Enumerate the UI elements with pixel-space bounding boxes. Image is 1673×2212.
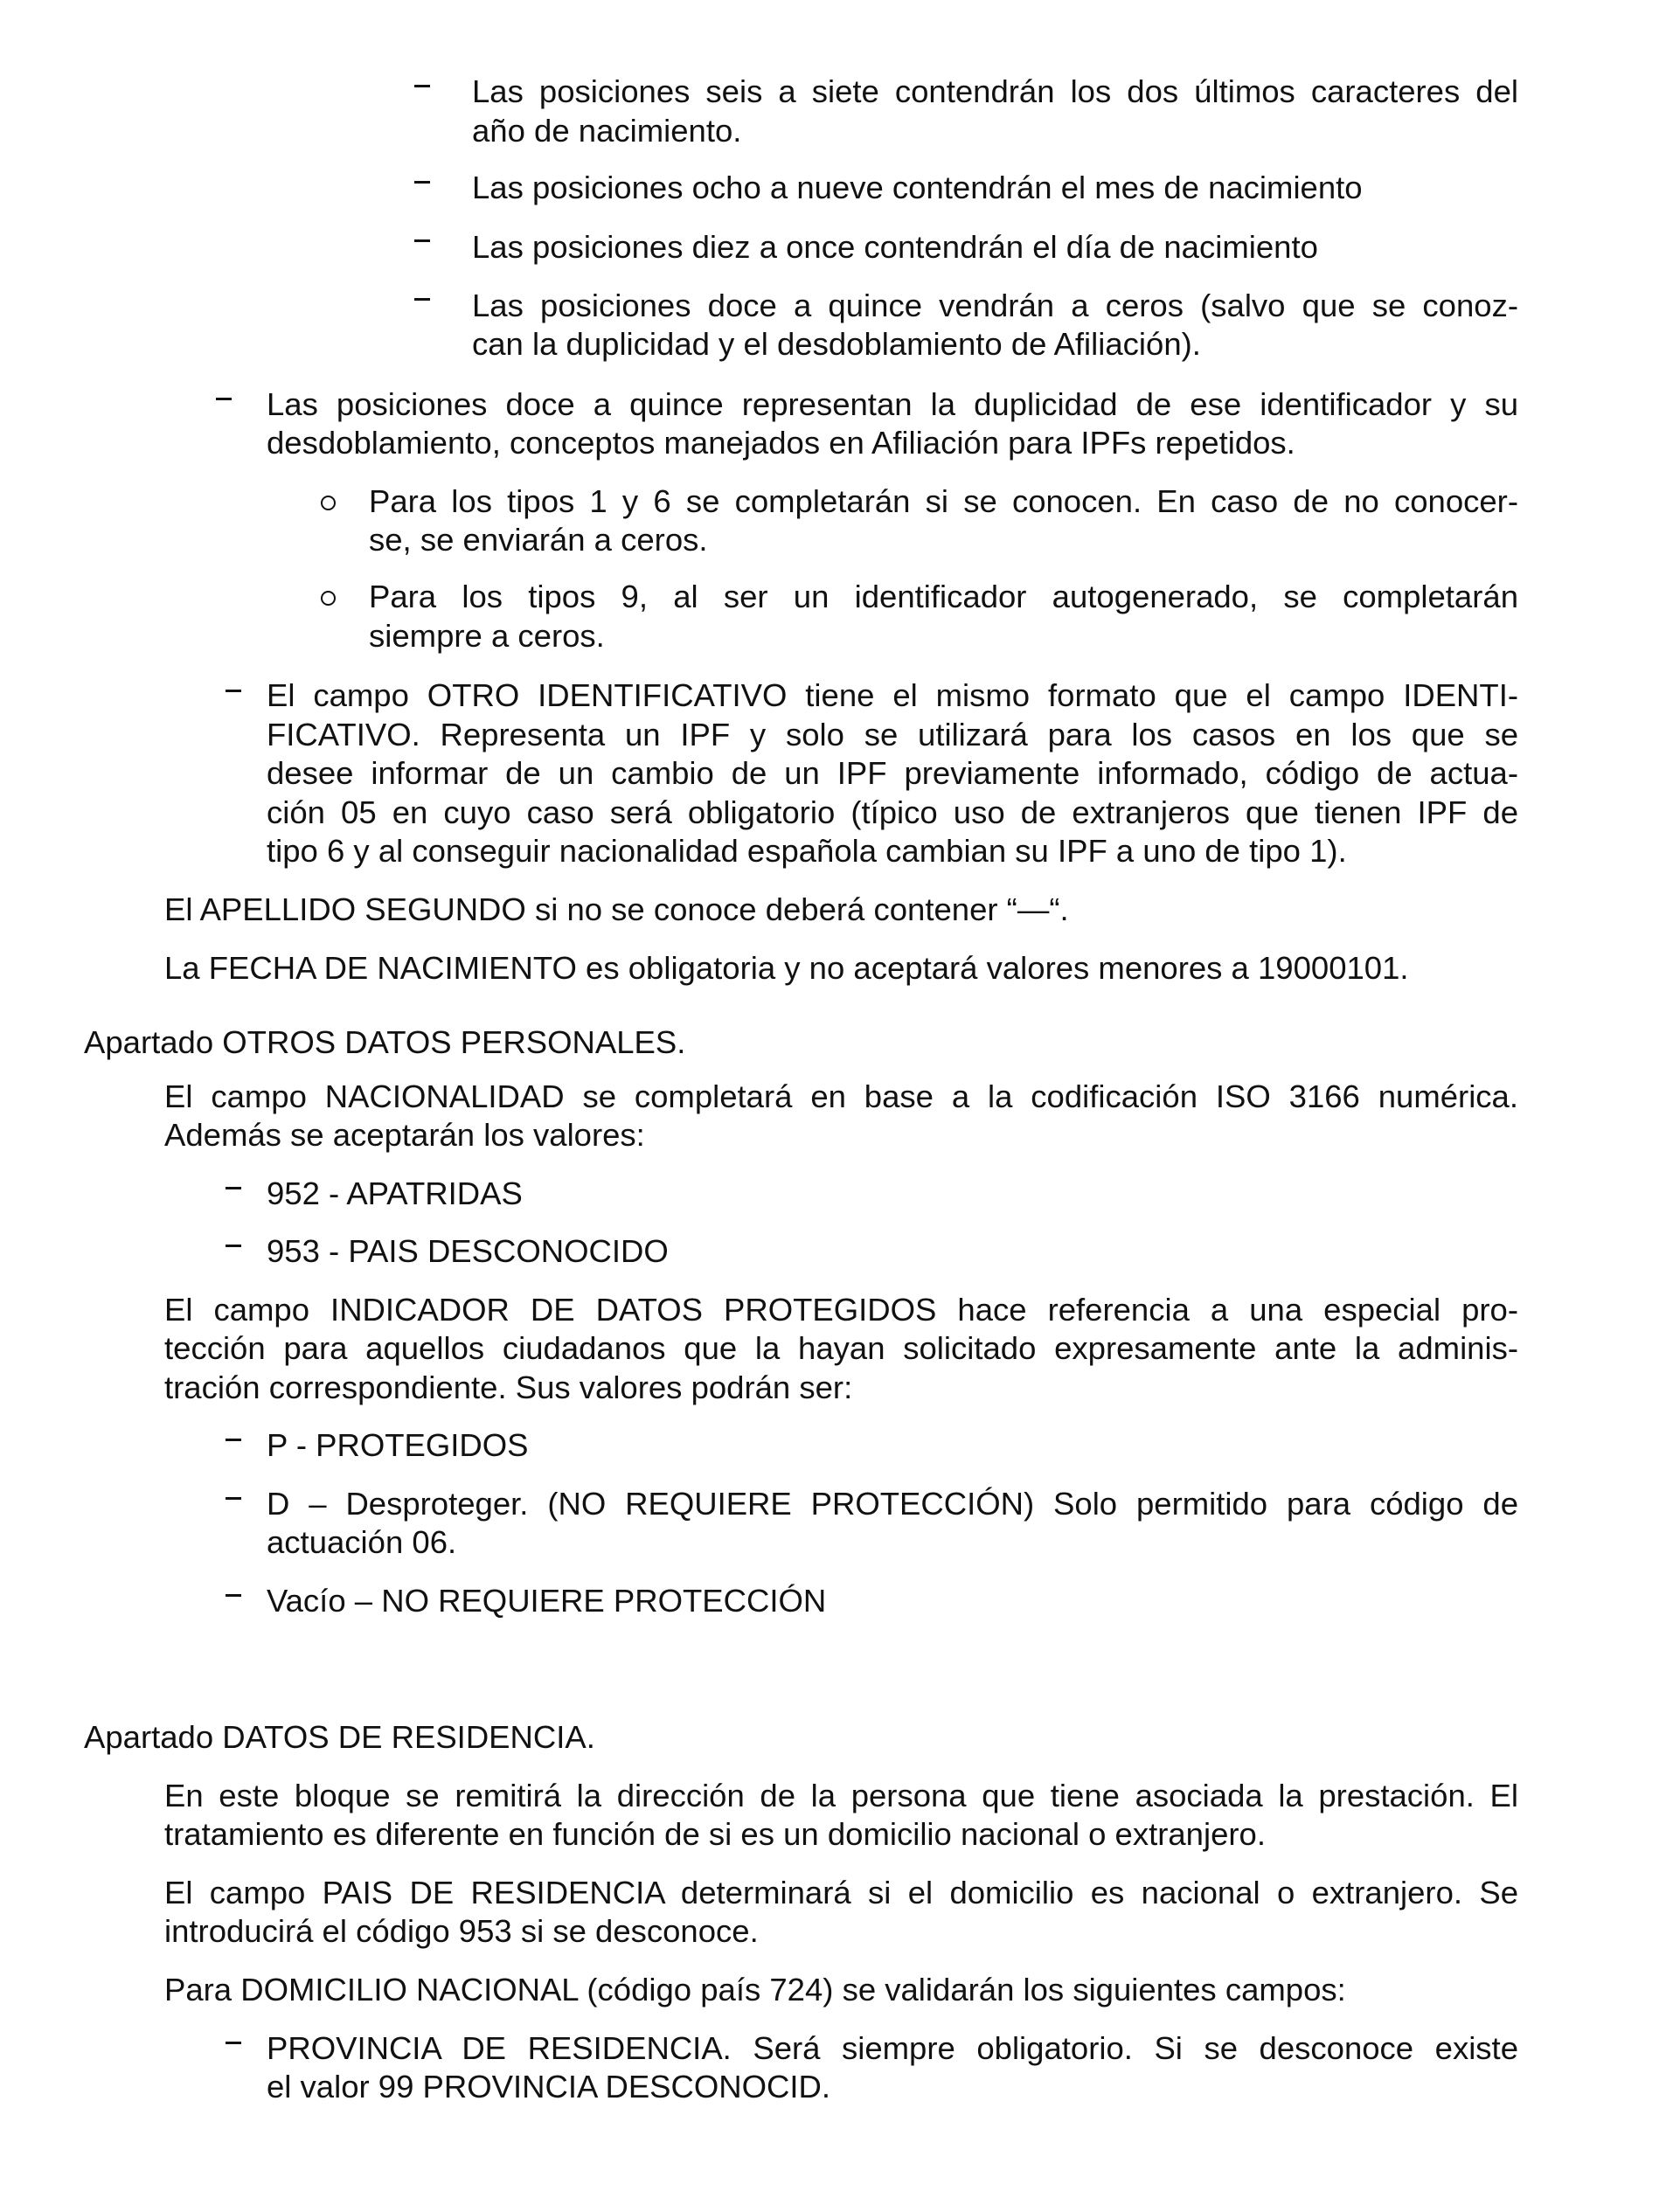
circle-item-2-line2: siempre a ceros. bbox=[369, 618, 605, 654]
pais-line1: El campo PAIS DE RESIDENCIA determinará si el domicilio es nacional o extranjero. Se bbox=[164, 1875, 1518, 1910]
dash-bullet bbox=[414, 298, 430, 301]
protegidos-line2: tección para aquellos ciudadanos que la hayan solicitado expresamente ante la adminis- bbox=[164, 1330, 1518, 1366]
nacionalidad-value: 953 - PAIS DESCONOCIDO bbox=[267, 1233, 669, 1269]
circle-bullet bbox=[321, 591, 336, 606]
otro-line2: FICATIVO. Representa un IPF y solo se utilizará para los casos en los que se bbox=[267, 717, 1518, 752]
dash-bullet bbox=[226, 1187, 241, 1189]
pais-line2: introducirá el código 953 si se desconoce. bbox=[164, 1913, 759, 1949]
dash-bullet bbox=[226, 1439, 241, 1441]
dash-bullet bbox=[226, 690, 241, 692]
otro-line4: ción 05 en cuyo caso será obligatorio (típico uso de extranjeros que tienen IPF de bbox=[267, 794, 1518, 830]
section-heading-residencia: Apartado DATOS DE RESIDENCIA. bbox=[84, 1719, 595, 1755]
circle-bullet bbox=[321, 496, 336, 510]
protegidos-value-d-line2: actuación 06. bbox=[267, 1524, 457, 1560]
dash-bullet bbox=[226, 1497, 241, 1500]
sub-item-4-line1: Las posiciones doce a quince vendrán a ceros (salvo que se conoz- bbox=[472, 288, 1518, 323]
sub-item-3-line1: Las posiciones diez a once contendrán el día de nacimiento bbox=[472, 229, 1318, 265]
sub-item-2-line1: Las posiciones ocho a nueve contendrán el mes de nacimiento bbox=[472, 170, 1363, 205]
dash-bullet bbox=[226, 1245, 241, 1247]
duplicidad-line1: Las posiciones doce a quince representan la duplicidad de ese identificador y su bbox=[267, 386, 1518, 422]
dash-bullet bbox=[414, 85, 430, 87]
protegidos-line3: tración correspondiente. Sus valores podrán ser: bbox=[164, 1369, 853, 1405]
dash-bullet bbox=[226, 2042, 241, 2044]
bloque-line2: tratamiento es diferente en función de si es un domicilio nacional o extranjero. bbox=[164, 1816, 1266, 1852]
dash-bullet bbox=[414, 239, 430, 242]
domicilio-paragraph: Para DOMICILIO NACIONAL (código país 724) se validarán los siguientes campos: bbox=[164, 1972, 1346, 2007]
dash-bullet bbox=[414, 181, 430, 184]
protegidos-value-d-line1: D – Desproteger. (NO REQUIERE PROTECCIÓN) Solo permitido para código de bbox=[267, 1486, 1518, 1522]
otro-line3: desee informar de un cambio de un IPF previamente informado, código de actua- bbox=[267, 755, 1518, 791]
provincia-line2: el valor 99 PROVINCIA DESCONOCID. bbox=[267, 2069, 831, 2105]
sub-item-1-line1: Las posiciones seis a siete contendrán los dos últimos caracteres del bbox=[472, 73, 1518, 109]
provincia-line1: PROVINCIA DE RESIDENCIA. Será siempre obligatorio. Si se desconoce existe bbox=[267, 2030, 1518, 2066]
protegidos-value-p: P - PROTEGIDOS bbox=[267, 1427, 529, 1463]
protegidos-line1: El campo INDICADOR DE DATOS PROTEGIDOS hace referencia a una especial pro- bbox=[164, 1292, 1518, 1328]
sub-item-1-line2: año de nacimiento. bbox=[472, 113, 742, 149]
circle-item-1-line2: se, se enviarán a ceros. bbox=[369, 522, 708, 558]
sub-item-4-line2: can la duplicidad y el desdoblamiento de Afiliación). bbox=[472, 326, 1201, 362]
protegidos-value-vacio: Vacío – NO REQUIERE PROTECCIÓN bbox=[267, 1583, 827, 1619]
circle-item-1-line1: Para los tipos 1 y 6 se completarán si se conocen. En caso de no conocer- bbox=[369, 483, 1518, 519]
bloque-line1: En este bloque se remitirá la dirección de la persona que tiene asociada la prestación. El bbox=[164, 1778, 1518, 1813]
circle-item-2-line1: Para los tipos 9, al ser un identificador autogenerado, se completarán bbox=[369, 579, 1518, 614]
fecha-paragraph: La FECHA DE NACIMIENTO es obligatoria y no aceptará valores menores a 19000101. bbox=[164, 950, 1409, 986]
duplicidad-line2: desdoblamiento, conceptos manejados en Afiliación para IPFs repetidos. bbox=[267, 425, 1295, 461]
nacionalidad-line1: El campo NACIONALIDAD se completará en base a la codificación ISO 3166 numérica. bbox=[164, 1078, 1518, 1114]
apellido-paragraph: El APELLIDO SEGUNDO si no se conoce deberá contener “—“. bbox=[164, 891, 1069, 927]
dash-bullet bbox=[226, 1594, 241, 1597]
nacionalidad-line2: Además se aceptarán los valores: bbox=[164, 1117, 645, 1153]
dash-bullet bbox=[216, 398, 232, 400]
section-heading-otros: Apartado OTROS DATOS PERSONALES. bbox=[84, 1024, 686, 1060]
otro-line1: El campo OTRO IDENTIFICATIVO tiene el mismo formato que el campo IDENTI- bbox=[267, 677, 1518, 713]
nacionalidad-value: 952 - APATRIDAS bbox=[267, 1175, 523, 1211]
otro-line5: tipo 6 y al conseguir nacionalidad española cambian su IPF a uno de tipo 1). bbox=[267, 833, 1347, 869]
